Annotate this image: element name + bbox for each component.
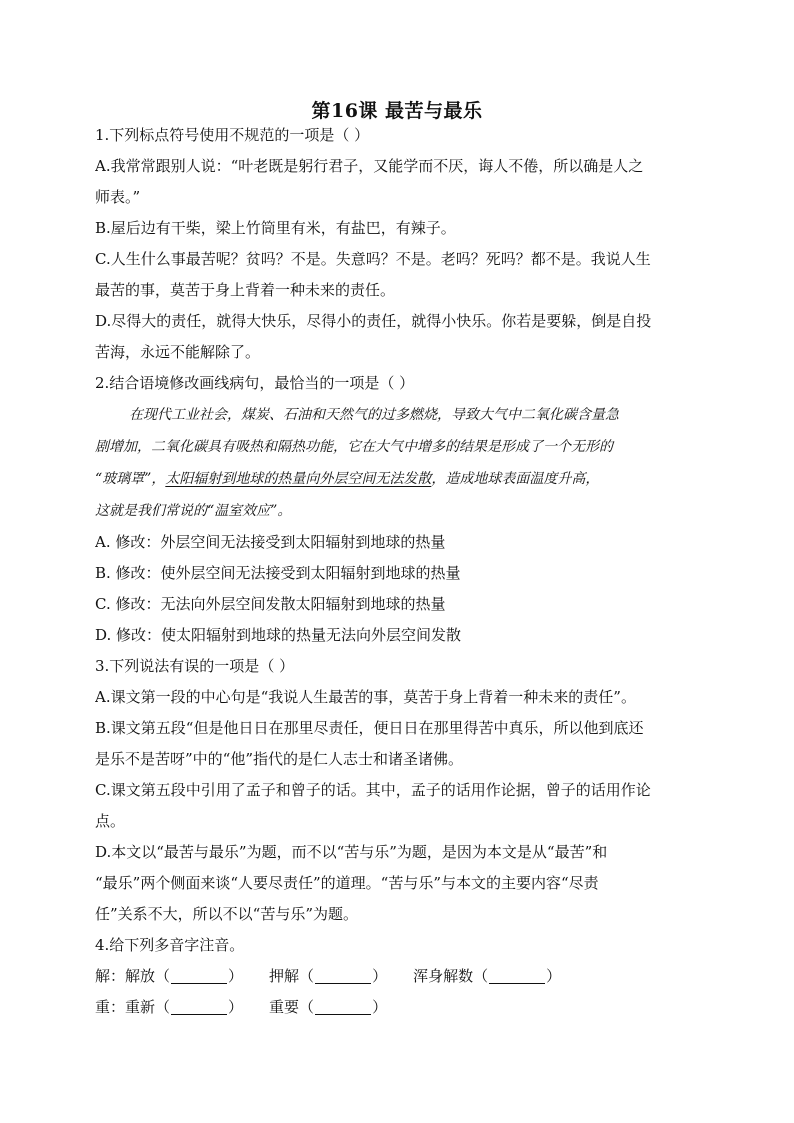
q2-passage-line4: 这就是我们常说的“温室效应”。 [95, 503, 292, 519]
close-paren: ） [372, 967, 388, 985]
close-paren: ） [372, 998, 388, 1016]
q3-option-a: A.课文第一段的中心句是“我说人生最苦的事，莫苦于身上背着一种未来的责任”。 [95, 688, 636, 706]
q2-passage-pre: “玻璃罩”， [95, 471, 166, 487]
q3-option-c-line2: 点。 [95, 812, 126, 830]
q4-word-chongxin: 重新（ [125, 998, 171, 1016]
q2-option-b: B. 修改：使外层空间无法接受到太阳辐射到地球的热量 [95, 564, 461, 582]
q4-row1-label: 解： [95, 967, 126, 985]
q4-row-jie [95, 961, 695, 992]
pinyin-blank-hunshenxieshu[interactable] [489, 967, 545, 984]
close-paren: ） [228, 998, 244, 1016]
q2-passage-post: ，造成地球表面温度升高， [431, 471, 600, 487]
q4-row2-label: 重： [95, 998, 126, 1016]
q4-row-zhong [95, 992, 695, 1023]
pinyin-blank-jiefang[interactable] [171, 967, 227, 984]
q2-passage-line1: 在现代工业社会，煤炭、石油和天然气的过多燃烧，导致大气中二氧化碳含量急 [129, 407, 619, 423]
q2-passage-line3 [95, 463, 695, 495]
q3-option-b-line2: 是乐不是苦呀”中的“他”指代的是仁人志士和诸圣诸佛。 [95, 750, 464, 768]
q1-option-d-line2: 苦海，永远不能解除了。 [95, 343, 261, 361]
q4-word-yajie: 押解（ [269, 967, 315, 985]
q2-option-c: C. 修改：无法向外层空间发散太阳辐射到地球的热量 [95, 595, 446, 613]
q3-option-d-line1: D.本文以“最苦与最乐”为题，而不以“苦与乐”为题，是因为本文是从“最苦”和 [95, 843, 608, 861]
pinyin-blank-yajie[interactable] [315, 967, 371, 984]
q1-option-a-line2: 师表。” [95, 188, 141, 206]
underlined-sentence: 太阳辐射到地球的热量向外层空间无法发散 [165, 471, 432, 487]
q2-option-a: A. 修改：外层空间无法接受到太阳辐射到地球的热量 [95, 533, 446, 551]
q2-passage-line2: 剧增加，二氧化碳具有吸热和隔热功能，它在大气中增多的结果是形成了一个无形的 [95, 439, 613, 455]
questions [95, 120, 695, 1023]
q2-option-d: D. 修改：使太阳辐射到地球的热量无法向外层空间发散 [95, 626, 462, 644]
q2-stem: 2.结合语境修改画线病句，最恰当的一项是（ ） [95, 374, 415, 392]
q4-word-zhongyao: 重要（ [269, 998, 315, 1016]
close-paren: ） [228, 967, 244, 985]
q1-option-d-line1: D.尽得大的责任，就得大快乐，尽得小的责任，就得小快乐。你若是要躲，倒是自投 [95, 312, 652, 330]
pinyin-blank-chongxin[interactable] [171, 998, 227, 1015]
q3-option-c-line1: C.课文第五段中引用了孟子和曾子的话。其中，孟子的话用作论据，曾子的话用作论 [95, 781, 651, 799]
close-paren: ） [546, 967, 562, 985]
q1-option-a-line1: A.我常常跟别人说：“叶老既是躬行君子，又能学而不厌，诲人不倦，所以确是人之 [95, 157, 644, 175]
q3-stem: 3.下列说法有误的一项是（ ） [95, 657, 295, 675]
q3-option-b-line1: B.课文第五段“但是他日日在那里尽责任，便日日在那里得苦中真乐，所以他到底还 [95, 719, 644, 737]
q1-option-c-line2: 最苦的事，莫苦于身上背着一种未来的责任。 [95, 281, 396, 299]
q4-word-jiefang: 解放（ [125, 967, 171, 985]
pinyin-blank-zhongyao[interactable] [315, 998, 371, 1015]
q4-word-hunshenxieshu: 浑身解数（ [413, 967, 489, 985]
q4-stem: 4.给下列多音字注音。 [95, 936, 245, 954]
q3-option-d-line3: 任”关系不大，所以不以“苦与乐”为题。 [95, 905, 359, 923]
q3-option-d-line2: “最乐”两个侧面来谈“人要尽责任”的道理。“苦与乐”与本文的主要内容“尽责 [95, 874, 599, 892]
q1-option-b: B.屋后边有干柴，梁上竹筒里有米，有盐巴，有辣子。 [95, 219, 456, 237]
q2-passage [95, 399, 695, 527]
q1-option-c-line1: C.人生什么事最苦呢？贫吗？不是。失意吗？不是。老吗？死吗？都不是。我说人生 [95, 250, 651, 268]
page-title: 第16课 最苦与最乐 [311, 100, 483, 122]
q1-stem: 1.下列标点符号使用不规范的一项是（ ） [95, 126, 370, 144]
